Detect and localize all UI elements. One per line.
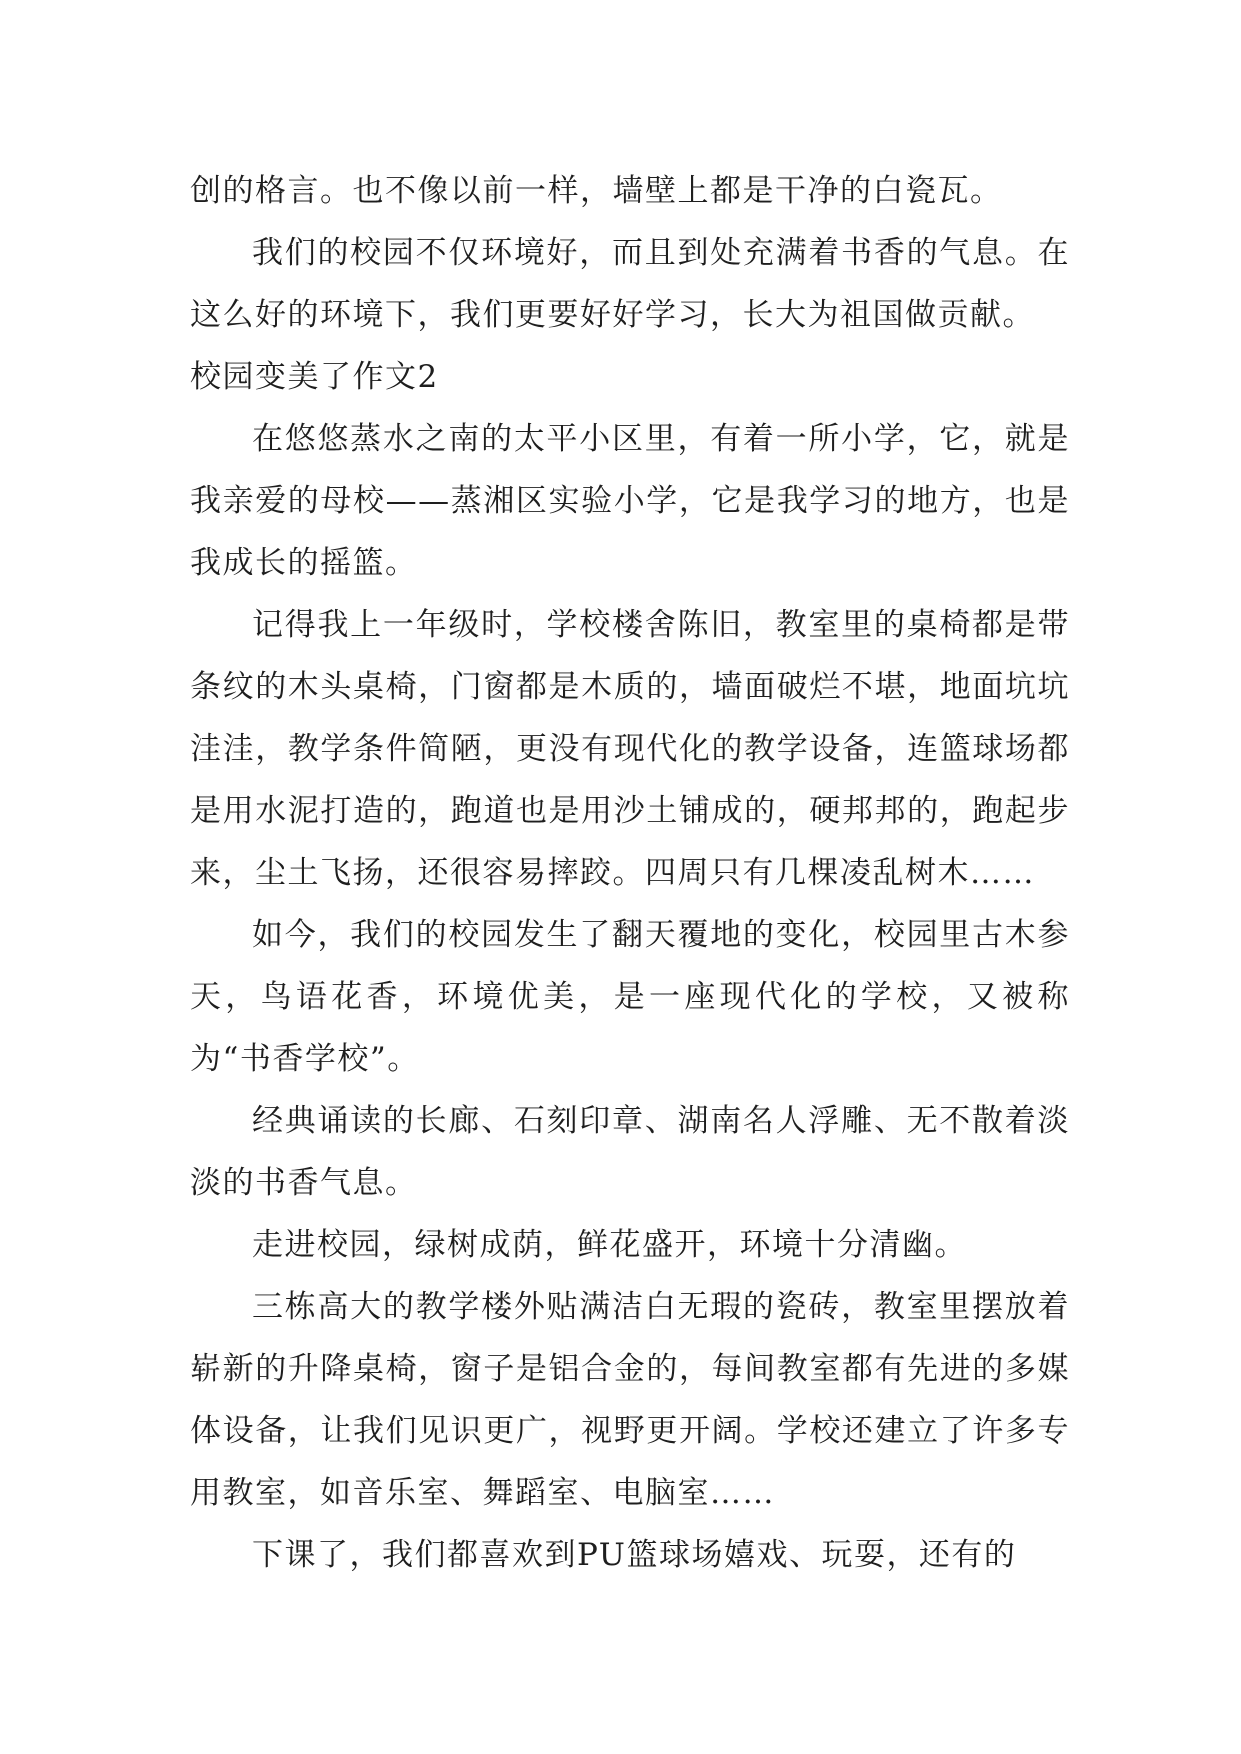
paragraph-now: 如今，我们的校园发生了翻天覆地的变化，校园里古木参天，鸟语花香，环境优美，是一座现代化的学校，又被称为“书香学校”。 [190,917,1070,1077]
paragraph-corridor: 经典诵读的长廊、石刻印章、湖南名人浮雕、无不散着淡淡的书香气息。 [190,1103,1070,1201]
paragraph-intro: 在悠悠蒸水之南的太平小区里，有着一所小学，它，就是我亲爱的母校——蒸湘区实验小学，它是我学习的地方，也是我成长的摇篮。 [190,421,1070,581]
paragraph-recess: 下课了，我们都喜欢到PU篮球场嬉戏、玩耍，还有的 [252,1537,1017,1573]
paragraph-continuation: 创的格言。也不像以前一样，墙壁上都是干净的白瓷瓦。 [190,173,1003,209]
paragraph-buildings: 三栋高大的教学楼外贴满洁白无瑕的瓷砖，教室里摆放着崭新的升降桌椅，窗子是铝合金的，每间教室都有先进的多媒体设备，让我们见识更广，视野更开阔。学校还建立了许多专用教室，如音乐室、舞蹈室、电脑室…… [190,1289,1070,1511]
paragraph-past: 记得我上一年级时，学校楼舍陈旧，教室里的桌椅都是带条纹的木头桌椅，门窗都是木质的，墙面破烂不堪，地面坑坑洼洼，教学条件简陋，更没有现代化的教学设备，连篮球场都是用水泥打造的，跑道也是用沙土铺成的，硬邦邦的，跑起步来，尘土飞扬，还很容易摔跤。四周只有几棵凌乱树木…… [190,607,1070,891]
essay-title: 校园变美了作文2 [190,359,439,395]
paragraph-entrance: 走进校园，绿树成荫，鲜花盛开，环境十分清幽。 [252,1227,967,1263]
paragraph-campus-atmosphere: 我们的校园不仅环境好，而且到处充满着书香的气息。在这么好的环境下，我们更要好好学习，长大为祖国做贡献。 [190,235,1070,333]
document-body [190,160,1070,1586]
